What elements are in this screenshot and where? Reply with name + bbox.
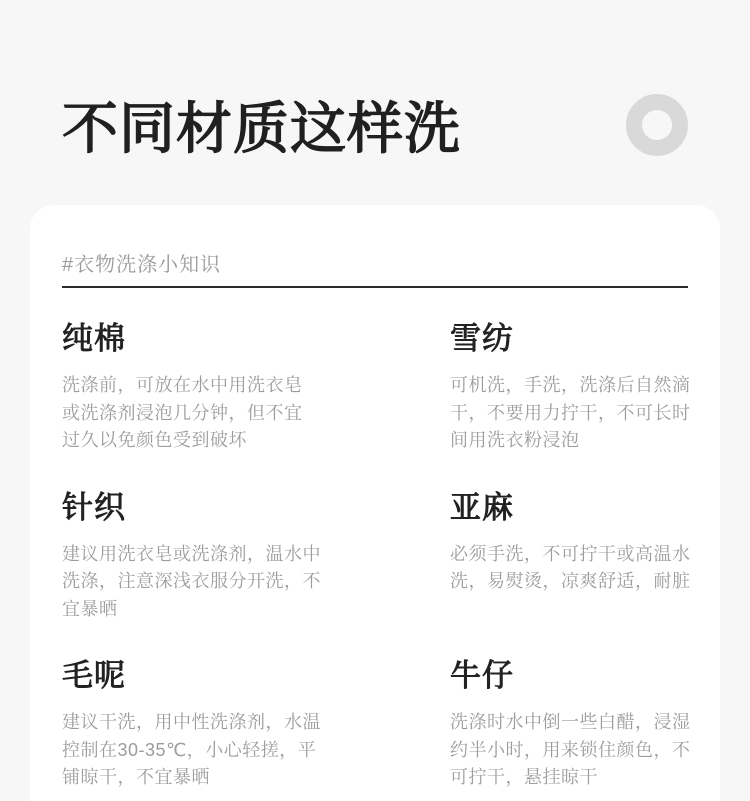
section-wool — [62, 655, 450, 792]
hero-banner — [0, 0, 750, 205]
section-linen-heading: 亚麻 — [450, 489, 514, 525]
section-cotton-line: 或洗涤剂浸泡几分钟，但不宜 — [62, 402, 303, 423]
section-chiffon-line: 可机洗，手洗，洗涤后自然滴 — [450, 375, 691, 395]
section-wool-line: 建议干洗，用中性洗涤剂，水温 — [62, 712, 321, 732]
section-knit-line: 宜暴晒 — [62, 598, 118, 619]
section-knit-line: 洗涤，注意深浅衣服分开洗，不 — [62, 571, 321, 591]
section-chiffon-line: 间用洗衣粉浸泡 — [450, 430, 580, 450]
section-linen-line: 洗，易熨烫，凉爽舒适，耐脏 — [450, 571, 691, 591]
section-cotton-heading: 纯棉 — [62, 321, 126, 356]
page-title: 不同材质这样洗 — [62, 97, 461, 160]
section-wool-heading: 毛呢 — [62, 658, 126, 693]
ring-icon — [626, 94, 688, 156]
hashtag-label: #衣物洗涤小知识 — [62, 254, 222, 276]
section-cotton-line: 过久以免颜色受到破坏 — [62, 430, 247, 450]
tips-card — [30, 205, 720, 801]
section-knit — [62, 487, 450, 624]
section-cotton-line: 洗涤前，可放在水中用洗衣皂 — [62, 375, 303, 395]
divider-rule — [62, 286, 688, 288]
section-denim-heading: 牛仔 — [450, 658, 514, 693]
sections-grid — [62, 318, 691, 792]
section-knit-heading: 针织 — [62, 489, 126, 525]
section-chiffon — [450, 318, 691, 455]
section-wool-line: 控制在30-35℃，小心轻搓，平 — [62, 739, 317, 760]
section-chiffon-heading: 雪纺 — [450, 321, 514, 356]
section-denim-line: 可拧干，悬挂晾干 — [450, 767, 598, 787]
section-linen — [450, 487, 691, 624]
section-chiffon-line: 干，不要用力拧干，不可长时 — [450, 402, 691, 423]
section-denim-line: 洗涤时水中倒一些白醋，浸湿 — [450, 712, 691, 732]
section-cotton — [62, 318, 450, 455]
section-denim-line: 约半小时，用来锁住颜色，不 — [450, 739, 691, 760]
section-linen-line: 必须手洗，不可拧干或高温水 — [450, 543, 691, 564]
section-wool-line: 铺晾干，不宜暴晒 — [62, 767, 210, 787]
section-knit-line: 建议用洗衣皂或洗涤剂，温水中 — [62, 543, 321, 564]
section-denim — [450, 655, 691, 792]
